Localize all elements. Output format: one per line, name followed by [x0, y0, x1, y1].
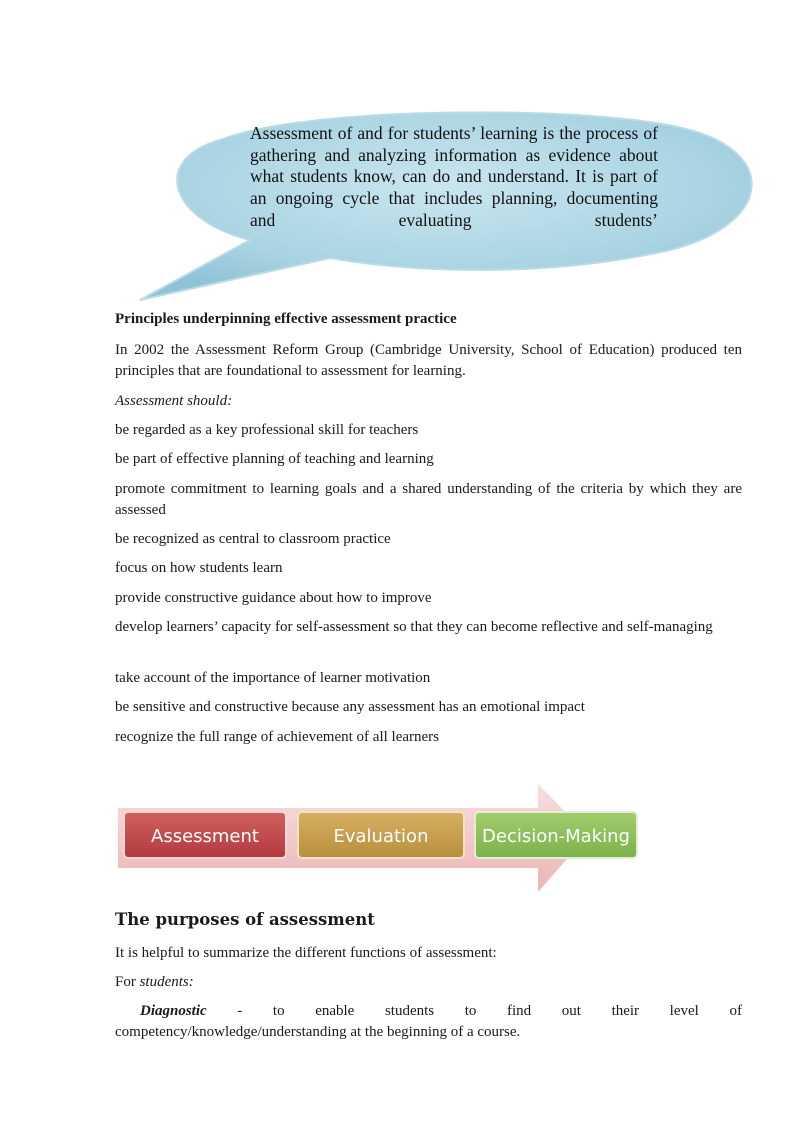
diag-word: students — [384, 1003, 435, 1019]
process-flow — [118, 780, 648, 898]
principle-item: be recognized as central to classroom practice — [115, 531, 391, 547]
for-prefix: For — [115, 974, 140, 990]
principle-item: be regarded as a key professional skill for teachers — [115, 422, 419, 438]
diag-word: their — [611, 1003, 640, 1019]
diag-word: to — [272, 1003, 285, 1019]
diag-word: out — [561, 1003, 581, 1019]
principle-item: take account of the importance of learner motivation — [115, 670, 431, 686]
diag-word: level — [669, 1003, 699, 1019]
diag-word: to — [464, 1003, 477, 1019]
principle-item: focus on how students learn — [115, 560, 283, 576]
principles-intro: In 2002 the Assessment Reform Group (Cambridge University, School of Education) produced ten principles that are foundational to assessment for learning. — [115, 342, 742, 379]
principle-item: develop learners’ capacity for self-assessment so that they can become reflective and self-managing — [115, 619, 713, 635]
for-students-line — [115, 972, 742, 993]
principle-item: provide constructive guidance about how to improve — [115, 590, 432, 606]
principle-item: be part of effective planning of teaching and learning — [115, 451, 434, 467]
diagnostic-term: Diagnostic — [140, 1003, 207, 1019]
flow-label-assessment: Assessment — [151, 826, 259, 847]
diag-word: enable — [315, 1003, 355, 1019]
callout-text: Assessment of and for students’ learning is the process of gathering and analyzing information as evidence about what students know, can do and understand. It is part of an ongoing cycle that includes planning, documenting and evaluating students’ — [250, 123, 658, 230]
purposes-heading: The purposes of assessment — [115, 910, 375, 929]
flow-label-evaluation: Evaluation — [333, 826, 429, 847]
principles-heading: Principles underpinning effective assessment practice — [115, 311, 457, 327]
principle-item: recognize the full range of achievement of all learners — [115, 729, 440, 745]
diagnostic-rest: competency/knowledge/understanding at the beginning of a course. — [115, 1024, 521, 1040]
purposes-intro: It is helpful to summarize the different functions of assessment: — [115, 945, 497, 961]
flow-label-decision: Decision-Making — [482, 826, 630, 847]
principle-item: be sensitive and constructive because any assessment has an emotional impact — [115, 699, 585, 715]
for-students: students: — [139, 974, 194, 990]
diagnostic-paragraph — [115, 1001, 742, 1043]
diagnostic-first-line — [115, 1001, 742, 1022]
principles-lead: Assessment should: — [115, 393, 233, 409]
diag-word: find — [507, 1003, 532, 1019]
diag-word: - — [237, 1003, 243, 1019]
diag-word: of — [729, 1003, 742, 1019]
principle-item: promote commitment to learning goals and a shared understanding of the criteria by which they are assessed — [115, 481, 742, 518]
